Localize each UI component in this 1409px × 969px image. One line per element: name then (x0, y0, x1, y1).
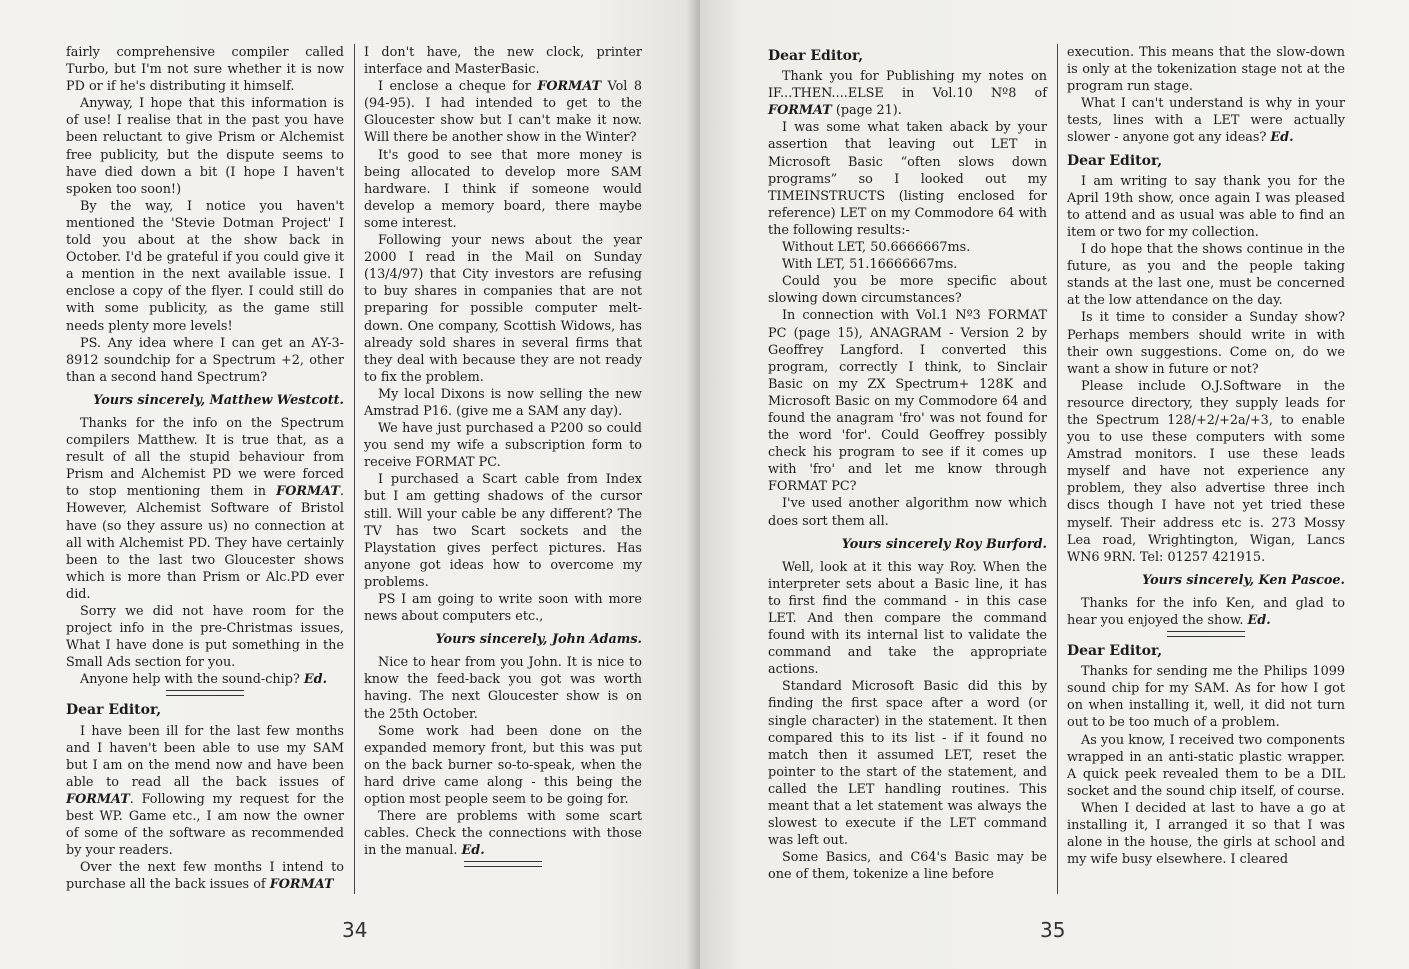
editor-initials: Ed. (303, 672, 328, 688)
paragraph (364, 78, 642, 146)
text-run: Thank you for Publishing my notes on IF...THEN....ELSE in Vol.10 Nº8 of (768, 69, 1047, 102)
column-divider (354, 44, 355, 894)
text-run: I enclose a cheque for (378, 79, 538, 95)
paragraph (66, 723, 344, 860)
right-page-column-2 (1067, 44, 1345, 868)
paragraph: Some work had been done on the expanded memory front, but this was put on the back burner so-to-speak, when the hard drive came along - this being the option most people seem to be going for. (364, 723, 642, 808)
signature: Yours sincerely, Matthew Westcott. (93, 392, 344, 408)
magazine-name: FORMAT (269, 877, 334, 893)
paragraph: Standard Microsoft Basic did this by finding the first space after a word (or single character) in the statement. It then compared this to its list - if it found no match then it assumed LET, reset the pointer to the start of the statement, and called the LET handling routines. This meant that a let statement was always the slowest to execute if the LET command was left out. (768, 679, 1047, 849)
page-number: 34 (342, 918, 368, 942)
magazine-name: FORMAT (66, 791, 130, 807)
text-run: Vol 8 (94-95). I had intended to get to the Gloucester show but I can't make it now. Will there be another show in the Winter? (364, 79, 642, 146)
right-page (700, 0, 1409, 969)
paragraph: With LET, 51.16666667ms. (782, 257, 958, 273)
text-run: . Following my request for the best WP. Game etc., I am now the owner of some of the software as recommended by your readers. (66, 791, 344, 859)
paragraph: I don't have, the new clock, printer interface and MasterBasic. (364, 45, 642, 78)
text-run: I have been ill for the last few months and I haven't been able to use my SAM but I am on the mend now and have been able to read all the back issues of (66, 723, 344, 790)
text-run: (page 21). (831, 103, 902, 119)
text-run: Anyone help with the sound-chip? (80, 672, 304, 688)
letter-heading: Dear Editor, (1067, 152, 1163, 169)
paragraph: I was some what taken aback by your assertion that leaving out LET in Microsoft Basic “often slows down programs” so I looked out my TIMEINSTRUCTS (listing enclosed for reference) LET on my Commodore 64 with the following results:- (768, 120, 1047, 238)
editor-initials: Ed. (461, 843, 485, 859)
left-page (0, 0, 700, 969)
paragraph (66, 415, 344, 603)
paragraph: Following your news about the year 2000 I read in the Mail on Sunday (13/4/97) that City investors are refusing to buy shares in companies that are not preparing for possible computer melt-down. One company, Scottish Widows, has already sold shares in several firms that they deal with because they are not ready to fix the problem. (364, 233, 642, 385)
magazine-name: FORMAT (537, 79, 602, 95)
paragraph: I am writing to say thank you for the April 19th show, once again I was pleased to attend and as usual was able to find an item or two for my collection. (1067, 173, 1345, 240)
editor-initials: Ed. (1247, 613, 1271, 628)
letter-heading: Dear Editor, (66, 702, 162, 719)
paragraph (768, 68, 1047, 119)
paragraph: Sorry we did not have room for the project info in the pre-Christmas issues, What I have done is put something in the Small Ads section for you. (66, 604, 344, 671)
right-page-column-1 (768, 44, 1047, 884)
paragraph: We have just purchased a P200 so could you send my wife a subscription form to receive FORMAT PC. (364, 421, 642, 471)
paragraph: I purchased a Scart cable from Index but I am getting shadows of the cursor still. Will your cable be any different? The TV has two Scart sockets and the Playstation gives perfect pictures. Has anyone got ideas how to overcome my problems. (364, 472, 642, 590)
paragraph: By the way, I notice you haven't mentioned the 'Stevie Dotman Project' I told you about at the show back in October. I'd be grateful if you could give it a mention in the next available issue. I enclose a copy of the flyer. I could still do with some publicity, as the game still needs plenty more levels! (66, 198, 344, 334)
text-run: Over the next few months I intend to purchase all the back issues of (66, 860, 344, 893)
paragraph: When I decided at last to have a go at installing it, I arranged it so that I was alone in the house, the girls at school and my wife busy elsewhere. I cleared (1067, 800, 1345, 868)
paragraph: Could you be more specific about slowing down circumstances? (768, 274, 1047, 307)
magazine-name: FORMAT (768, 103, 832, 119)
paragraph (364, 808, 642, 859)
paragraph: Nice to hear from you John. It is nice to know the feed-back you got was worth having. The next Gloucester show is on the 25th October. (364, 655, 642, 722)
paragraph (66, 671, 344, 688)
page-number: 35 (1040, 918, 1066, 942)
signature: Yours sincerely, Ken Pascoe. (1142, 572, 1345, 588)
editor-initials: Ed. (1270, 130, 1294, 146)
left-page-column-1 (66, 44, 344, 894)
paragraph: PS I am going to write soon with more news about computers etc., (364, 592, 642, 625)
section-divider (464, 861, 542, 867)
section-divider (166, 690, 244, 696)
signature: Yours sincerely, John Adams. (435, 632, 642, 648)
paragraph: Thanks for sending me the Philips 1099 sound chip for my SAM. As for how I got on when installing it, well, it did not turn out to be too much of a problem. (1067, 664, 1345, 731)
magazine-name: FORMAT (276, 484, 340, 500)
paragraph: I've used another algorithm now which does sort them all. (768, 496, 1047, 529)
paragraph: Well, look at it this way Roy. When the interpreter sets about a Basic line, it has to first find the command - in this case LET. And then compare the command found with its internal list to validate the command and take the appropriate actions. (768, 559, 1047, 678)
paragraph (66, 859, 344, 893)
paragraph: I do hope that the shows continue in the future, as you and the people taking stands at the last one, must be concerned at the low attendance on the day. (1067, 242, 1345, 309)
paragraph: PS. Any idea where I can get an AY-3-8912 soundchip for a Spectrum +2, other than a second hand Spectrum? (66, 335, 344, 385)
text-run: Thanks for the info on the Spectrum compilers Matthew. It is true that, as a result of all the stupid behaviour from Prism and Alchemist PD we were forced to stop mentioning them in (66, 415, 344, 500)
paragraph: Is it time to consider a Sunday show? Perhaps members should write in with their own suggestions. Come on, do we want a show in future or not? (1067, 310, 1345, 377)
paragraph: fairly comprehensive compiler called Turbo, but I'm not sure whether it is now PD or if he's distributing it himself. (66, 45, 344, 95)
section-divider (1167, 631, 1245, 637)
paragraph: execution. This means that the slow-down is only at the tokenization stage not at the program run stage. (1067, 45, 1345, 95)
paragraph: Some Basics, and C64's Basic may be one of them, tokenize a line before (768, 850, 1047, 883)
paragraph: As you know, I received two components wrapped in an anti-static plastic wrapper. A quick peek revealed them to be a DIL socket and the sound chip itself, of course. (1067, 732, 1345, 799)
text-run: What I can't understand is why in your tests, lines with a LET were actually slower - anyone got any ideas? (1067, 96, 1345, 146)
paragraph (1067, 95, 1345, 146)
paragraph: Please include O.J.Software in the resource directory, they supply leads for the Spectrum 128/+2/+2a/+3, to enable you to use these computers with some Amstrad monitors. I use these leads myself and have not experience any problem, they also advertise three inch discs though I have not yet tried these myself. Their address etc is. 273 Mossy Lea road, Wrightington, Wigan, Lancs WN6 9RN. Tel: 01257 421915. (1067, 378, 1345, 565)
text-run: . However, Alchemist Software of Bristol have (so they assure us) no connection at all with Alchemist PD. They have certainly been to the last two Gloucester shows which is more than Prism or Alc.PD ever did. (66, 484, 344, 602)
text-run: Thanks for the info Ken, and glad to hear you enjoyed the show. (1067, 595, 1345, 628)
paragraph (1067, 595, 1345, 629)
paragraph: It's good to see that more money is being allocated to develop more SAM hardware. I think if someone would develop a memory board, there maybe some interest. (364, 147, 642, 231)
column-divider (1057, 44, 1058, 894)
text-run: There are problems with some scart cables. Check the connections with those in the manual. (364, 809, 642, 859)
paragraph: In connection with Vol.1 Nº3 FORMAT PC (page 15), ANAGRAM - Version 2 by Geoffrey Langford. I converted this program, correctly I think, to Sinclair Basic on my ZX Spectrum+ 128K and Microsoft Basic on my Commodore 64 and found the anagram 'fro' was not found for the word 'for'. Could Geoffrey possibly check his program to see if it comes up with 'fro' and let me know through FORMAT PC? (768, 308, 1047, 495)
letter-heading: Dear Editor, (1067, 643, 1163, 660)
paragraph: Without LET, 50.6666667ms. (782, 240, 971, 256)
letter-heading: Dear Editor, (768, 48, 864, 64)
left-page-column-2 (364, 44, 642, 873)
signature: Yours sincerely Roy Burford. (841, 536, 1047, 552)
paragraph: My local Dixons is now selling the new Amstrad P16. (give me a SAM any day). (364, 386, 642, 419)
paragraph: Anyway, I hope that this information is of use! I realise that in the past you have been reluctant to give Prism or Alchemist free publicity, but the dispute seems to have died down a bit (I hope I haven't spoken too soon!) (66, 96, 344, 197)
